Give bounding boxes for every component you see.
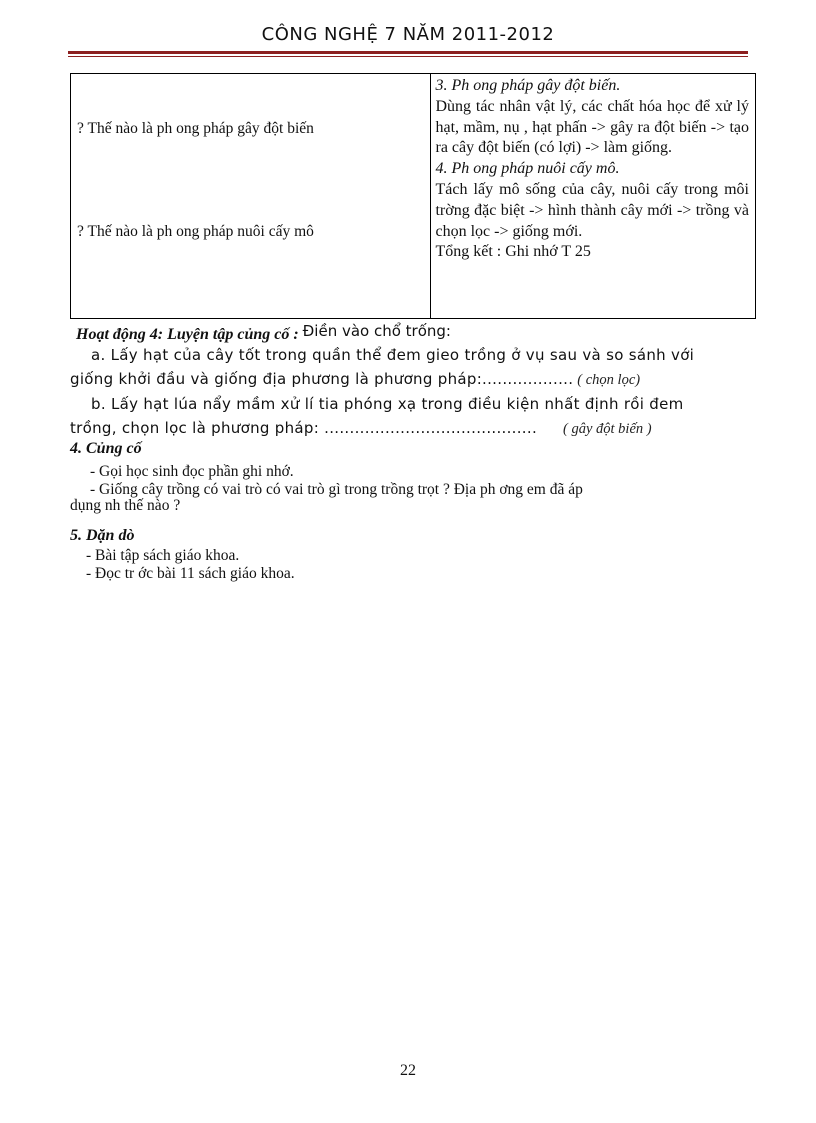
activity-instruction: Điền vào chổ trống: xyxy=(302,322,451,340)
activity-4-heading xyxy=(76,322,451,344)
heading-tissue-culture: 4. Ph ong pháp nuôi cấy mô. xyxy=(435,160,620,178)
page-header-title: CÔNG NGHỆ 7 NĂM 2011-2012 xyxy=(261,24,555,45)
section-5-line1: - Bài tập sách giáo khoa. xyxy=(86,547,240,564)
text-tissue-culture: Tách lấy mô sống của cây, nuôi cấy trong môi trờng đặc biệt -> hình thành cây mới -> trồng và chọn lọc -> giống mới. xyxy=(435,180,749,240)
section-5-line2: - Đọc tr ớc bài 11 sách giáo khoa. xyxy=(86,565,295,582)
section-4-title: 4. Củng cố xyxy=(70,440,142,457)
text-mutation-method: Dùng tác nhân vật lý, các chất hóa học để xử lý hạt, mầm, nụ , hạt phấn -> gây ra đột biến -> tạo ra cây đột biến (có lợi) -> làm giống. xyxy=(435,97,749,157)
questions-cell xyxy=(71,74,431,319)
section-4-line1: - Gọi học sinh đọc phần ghi nhớ. xyxy=(90,463,294,480)
heading-mutation-method: 3. Ph ong pháp gây đột biến. xyxy=(435,77,621,94)
answers-cell xyxy=(431,74,756,319)
summary-note: Tổng kết : Ghi nhớ T 25 xyxy=(435,243,591,261)
header-rule-thin xyxy=(68,56,748,57)
exercise-b-line2 xyxy=(70,419,652,438)
exercise-b-text: trồng, chọn lọc là phương pháp: .......................................... xyxy=(70,419,538,437)
exercise-a-answer: ( chọn lọc) xyxy=(577,372,641,388)
table-row xyxy=(71,74,756,319)
exercise-a-line1: a. Lấy hạt của cây tốt trong quần thể đem gieo trồng ở vụ sau và so sánh với xyxy=(91,346,695,364)
exercise-a-line2 xyxy=(70,370,640,389)
exercise-b-answer: ( gây đột biến ) xyxy=(563,421,652,437)
header-rule xyxy=(68,51,748,54)
page-number: 22 xyxy=(400,1062,416,1079)
lesson-table xyxy=(70,73,756,319)
section-5-title: 5. Dặn dò xyxy=(70,527,135,544)
question-mutation: ? Thế nào là ph ong pháp gây đột biến xyxy=(77,120,314,137)
exercise-a-text: giống khởi đầu và giống địa phương là phương pháp:.................. xyxy=(70,370,574,388)
section-4-line3: dụng nh thế nào ? xyxy=(70,497,181,514)
question-tissue-culture: ? Thế nào là ph ong pháp nuôi cấy mô xyxy=(77,223,314,240)
exercise-b-line1: b. Lấy hạt lúa nẩy mầm xử lí tia phóng xạ trong điều kiện nhất định rồi đem xyxy=(91,395,684,413)
activity-label: Hoạt động 4: Luyện tập củng cố : xyxy=(76,326,299,343)
section-4-line2: - Giống cây trồng có vai trò có vai trò gì trong trồng trọt ? Địa ph ơng em đã áp xyxy=(90,481,583,498)
